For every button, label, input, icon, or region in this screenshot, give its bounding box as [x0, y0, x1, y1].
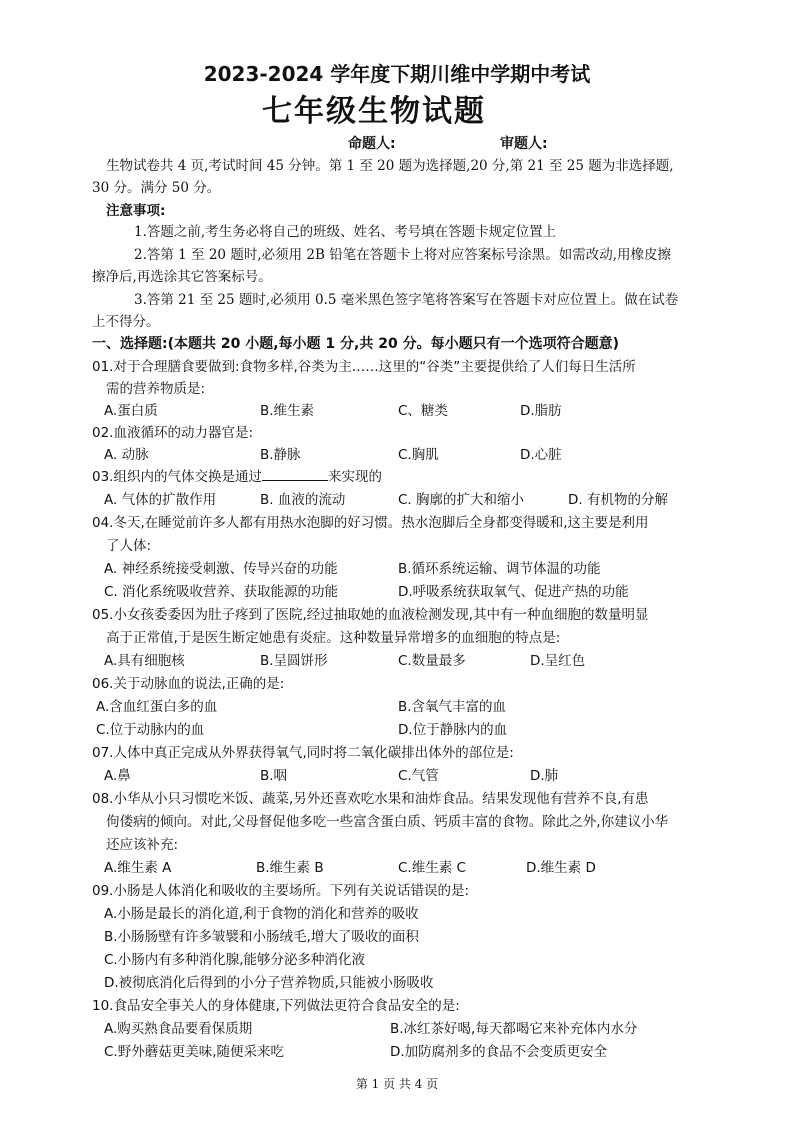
question-7-stem: 07.人体中真正完成从外界获得氧气,同时将二氧化碳排出体外的部位是:: [92, 745, 514, 761]
q9-option-b: B.小肠肠壁有许多皱襞和小肠绒毛,增大了吸收的面积: [104, 929, 419, 945]
q7-option-a: A.鼻: [104, 768, 131, 784]
q2-option-b: B.静脉: [260, 447, 301, 463]
question-2-stem: 02.血液循环的动力器官是:: [92, 425, 254, 441]
q10-option-b: B.冰红茶好喝,每天都喝它来补充体内水分: [390, 1021, 638, 1037]
author-label: 命题人:: [348, 136, 396, 152]
note-2b: 擦净后,再选涂其它答案标号。: [92, 269, 272, 285]
note-1: 1.答题之前,考生务必将自己的班级、姓名、考号填在答题卡规定位置上: [134, 224, 557, 240]
question-4-stem: 04.冬天,在睡觉前许多人都有用热水泡脚的好习惯。热水泡脚后全身都变得暖和,这主要是利用: [92, 515, 649, 531]
q4-option-a: A. 神经系统接受刺激、传导兴奋的功能: [104, 561, 338, 577]
q8-option-c: C.维生素 C: [398, 860, 466, 876]
q4-option-c: C. 消化系统吸收营养、获取能源的功能: [104, 584, 339, 600]
q3-option-d: D. 有机物的分解: [568, 492, 668, 508]
question-5-stem: 05.小女孩委委因为肚子疼到了医院,经过抽取她的血液检测发现,其中有一种血细胞的数量明显: [92, 607, 649, 623]
q10-option-d: D.加防腐剂多的食品不会变质更安全: [390, 1044, 608, 1060]
answer-blank: [262, 468, 328, 481]
q7-option-b: B.咽: [260, 768, 288, 784]
q7-option-c: C.气管: [398, 768, 439, 784]
question-10-stem: 10.食品安全事关人的身体健康,下列做法更符合食品安全的是:: [92, 998, 460, 1014]
q3-option-a: A. 气体的扩散作用: [104, 492, 217, 508]
q1-option-c: C、糖类: [398, 403, 448, 419]
q1-option-a: A.蛋白质: [104, 403, 158, 419]
question-5-stem-cont: 高于正常值,于是医生断定她患有炎症。这种数量异常增多的血细胞的特点是:: [106, 630, 561, 646]
q5-option-b: B.呈圆饼形: [260, 653, 328, 669]
q7-option-d: D.肺: [530, 768, 559, 784]
q2-option-c: C.胸肌: [398, 447, 439, 463]
question-4-stem-cont: 了人体:: [106, 538, 152, 554]
q5-option-c: C.数量最多: [398, 653, 466, 669]
q9-option-a: A.小肠是最长的消化道,利于食物的消化和营养的吸收: [104, 906, 419, 922]
question-8-stem-cont: 佝偻病的倾向。对此,父母督促他多吃一些富含蛋白质、钙质丰富的食物。除此之外,你建议小华: [106, 814, 669, 830]
note-3a: 3.答第 21 至 25 题时,必须用 0.5 毫米黑色签字笔将答案写在答题卡对应位置上。做在试卷: [134, 292, 679, 308]
q10-option-c: C.野外蘑菇更美味,随便采来吃: [104, 1044, 285, 1060]
page-footer: 第 1 页 共 4 页: [355, 1077, 439, 1091]
note-2a: 2.答第 1 至 20 题时,必须用 2B 铅笔在答题卡上将对应答案标号涂黑。如需改动,用橡皮擦: [134, 247, 671, 263]
question-3-stem-b: 来实现的: [327, 469, 382, 485]
question-6-stem: 06.关于动脉血的说法,正确的是:: [92, 676, 285, 692]
section-heading: 一、选择题:(本题共 20 小题,每小题 1 分,共 20 分。每小题只有一个选项符合题意): [92, 336, 619, 352]
q4-option-d: D.呼吸系统获取氧气、促进产热的功能: [398, 584, 629, 600]
q8-option-d: D.维生素 D: [526, 860, 596, 876]
q8-option-b: B.维生素 B: [256, 860, 324, 876]
question-8-stem-cont2: 还应该补充:: [106, 837, 179, 853]
note-3b: 上不得分。: [92, 314, 160, 330]
q6-option-b: B.含氧气丰富的血: [398, 699, 507, 715]
q3-option-c: C. 胸廓的扩大和缩小: [398, 492, 525, 508]
q8-option-a: A.维生素 A: [104, 860, 172, 876]
q9-option-c: C.小肠内有多种消化腺,能够分泌多种消化液: [104, 952, 366, 968]
question-8-stem: 08.小华从小只习惯吃米饭、蔬菜,另外还喜欢吃水果和油炸食品。结果发现他有营养不良,有患: [92, 791, 649, 807]
reviewer-label: 审题人:: [500, 136, 548, 152]
q2-option-a: A. 动脉: [104, 447, 149, 463]
q1-option-d: D.脂肪: [520, 403, 562, 419]
q3-option-b: B. 血液的流动: [260, 492, 346, 508]
exam-subtitle: 七年级生物试题: [262, 94, 486, 129]
question-1-stem-cont: 需的营养物质是:: [106, 381, 206, 397]
intro-line-1: 生物试卷共 4 页,考试时间 45 分钟。第 1 至 20 题为选择题,20 分,第 21 至 25 题为非选择题,: [106, 158, 674, 174]
q10-option-a: A.购买熟食品要看保质期: [104, 1021, 253, 1037]
question-9-stem: 09.小肠是人体消化和吸收的主要场所。下列有关说话错误的是:: [92, 883, 470, 899]
q6-option-c: C.位于动脉内的血: [96, 722, 205, 738]
q6-option-d: D.位于静脉内的血: [398, 722, 508, 738]
intro-line-2: 30 分。满分 50 分。: [92, 180, 221, 196]
q1-option-b: B.维生素: [260, 403, 315, 419]
question-3-stem-a: 03.组织内的气体交换是通过: [92, 469, 262, 485]
q9-option-d: D.被彻底消化后得到的小分子营养物质,只能被小肠吸收: [104, 975, 434, 991]
q5-option-d: D.呈红色: [530, 653, 586, 669]
q2-option-d: D.心脏: [520, 447, 562, 463]
q4-option-b: B.循环系统运输、调节体温的功能: [398, 561, 601, 577]
notes-heading: 注意事项:: [106, 203, 166, 219]
exam-title: 2023-2024 学年度下期川维中学期中考试: [203, 62, 591, 86]
q5-option-a: A.具有细胞核: [104, 653, 185, 669]
q6-option-a: A.含血红蛋白多的血: [96, 699, 218, 715]
question-1-stem: 01.对于合理膳食要做到:食物多样,谷类为主……这里的“谷类”主要提供给了人们每日生活所: [92, 359, 636, 375]
question-3-stem: [92, 468, 382, 486]
